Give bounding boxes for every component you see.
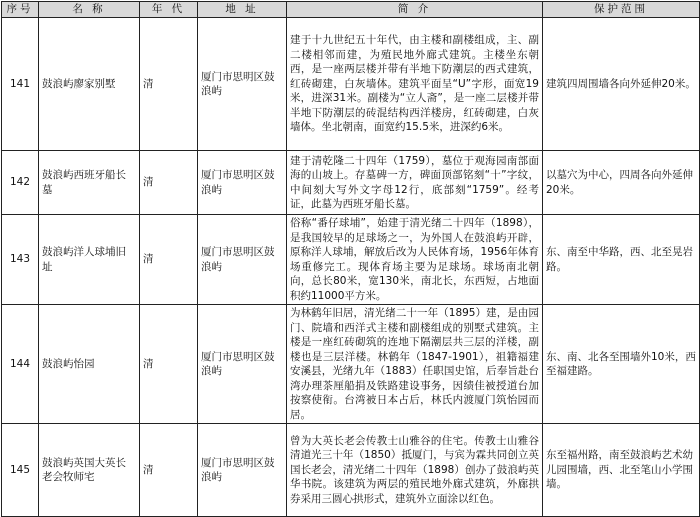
cell-serial-number: 141 [2,18,39,151]
cell-serial-number: 144 [2,305,39,424]
table-row [2,18,700,151]
cell-protection-scope: 建筑四周围墙各向外延伸20米。 [543,18,700,151]
cell-name: 鼓浪屿西班牙船长墓 [39,151,140,215]
cell-era: 清 [140,424,198,517]
cell-serial-number: 143 [2,215,39,305]
header-protection-scope: 保护范围 [543,2,700,18]
cell-introduction: 建于清乾隆二十四年（1759），墓位于观海园南部面海的山坡上。存墓碑一方，碑面顶部铭刻“十”字纹，中间刻大写外文字母12行，底部刻“1759”。经考证，此墓为西班牙船长墓。 [287,151,543,215]
cell-protection-scope: 东、南、北各至围墙外10米，西至福建路。 [543,305,700,424]
table-row [2,424,700,517]
cell-introduction: 俗称“番仔球埔”，始建于清光绪二十四年（1898），是我国较早的足球场之一，为外国人在鼓浪屿开辟，原称洋人球埔，解放后改为人民体育场，1956年体育场重修完工。现体育场主要为足球场。球场南北朝向，总长80米，宽130米，南北长，东西短，占地面积约11000平方米。 [287,215,543,305]
cell-era: 清 [140,18,198,151]
cell-introduction: 曾为大英长老会传教士山雅谷的住宅。传教士山雅谷清道光三十年（1850）抵厦门，与宾为霖共同创立英国长老会，清光绪二十四年（1898）创办了鼓浪屿英华书院。该建筑为两层的殖民地外廊式建筑，外廊拱券采用三圆心拱形式，建筑外立面涂以红色。 [287,424,543,517]
cell-introduction: 为林鹤年旧居，清光绪二十一年（1895）建，是由园门、院墙和西洋式主楼和副楼组成的别墅式建筑。主楼是一座红砖砌筑的连地下隔潮层共三层的洋楼，副楼也是三层洋楼。林鹤年（1847-1901），祖籍福建安溪县，光绪九年（1883）任职国史馆，后奉旨赴台湾办理茶厘船捐及铁路建设事务，因绩佳被授道台加按察使衔。台湾被日本占后，林氏内渡厦门筑怡园而居。 [287,305,543,424]
cell-name: 鼓浪屿怡园 [39,305,140,424]
table-row [2,215,700,305]
cell-serial-number: 145 [2,424,39,517]
cell-era: 清 [140,215,198,305]
cell-protection-scope: 东、南至中华路，西、北至晃岩路。 [543,215,700,305]
cell-name: 鼓浪屿廖家别墅 [39,18,140,151]
table-header-row [2,2,700,18]
cell-era: 清 [140,305,198,424]
header-serial-number: 序号 [2,2,39,18]
cell-serial-number: 142 [2,151,39,215]
table-row [2,305,700,424]
cell-name: 鼓浪屿英国大英长老会牧师宅 [39,424,140,517]
cell-address: 厦门市思明区鼓浪屿 [198,18,287,151]
table-row [2,151,700,215]
cell-protection-scope: 东至福州路，南至鼓浪屿艺术幼儿园围墙，西、北至笔山小学围墙。 [543,424,700,517]
cell-protection-scope: 以墓穴为中心，四周各向外延伸20米。 [543,151,700,215]
cell-address: 厦门市思明区鼓浪屿 [198,215,287,305]
cell-name: 鼓浪屿洋人球埔旧址 [39,215,140,305]
header-era: 年 代 [140,2,198,18]
cell-address: 厦门市思明区鼓浪屿 [198,151,287,215]
header-name: 名 称 [39,2,140,18]
header-introduction: 简 介 [287,2,543,18]
cell-era: 清 [140,151,198,215]
cell-address: 厦门市思明区鼓浪屿 [198,305,287,424]
heritage-protection-table [1,1,700,517]
header-address: 地 址 [198,2,287,18]
cell-address: 厦门市思明区鼓浪屿 [198,424,287,517]
cell-introduction: 建于十九世纪五十年代，由主楼和副楼组成，主、副二楼相邻而建，为殖民地外廊式建筑。主楼坐东朝西，是一座两层楼并带有半地下防潮层的西式建筑，红砖砌建，白灰墙体。建筑平面呈“U”字形，面宽19米，进深31米。副楼为“立人斋”，是一座二层楼并带半地下防潮层的砖混结构西洋楼房，红砖砌建，白灰墙体。坐北朝南，面宽约15.5米，进深约6米。 [287,18,543,151]
